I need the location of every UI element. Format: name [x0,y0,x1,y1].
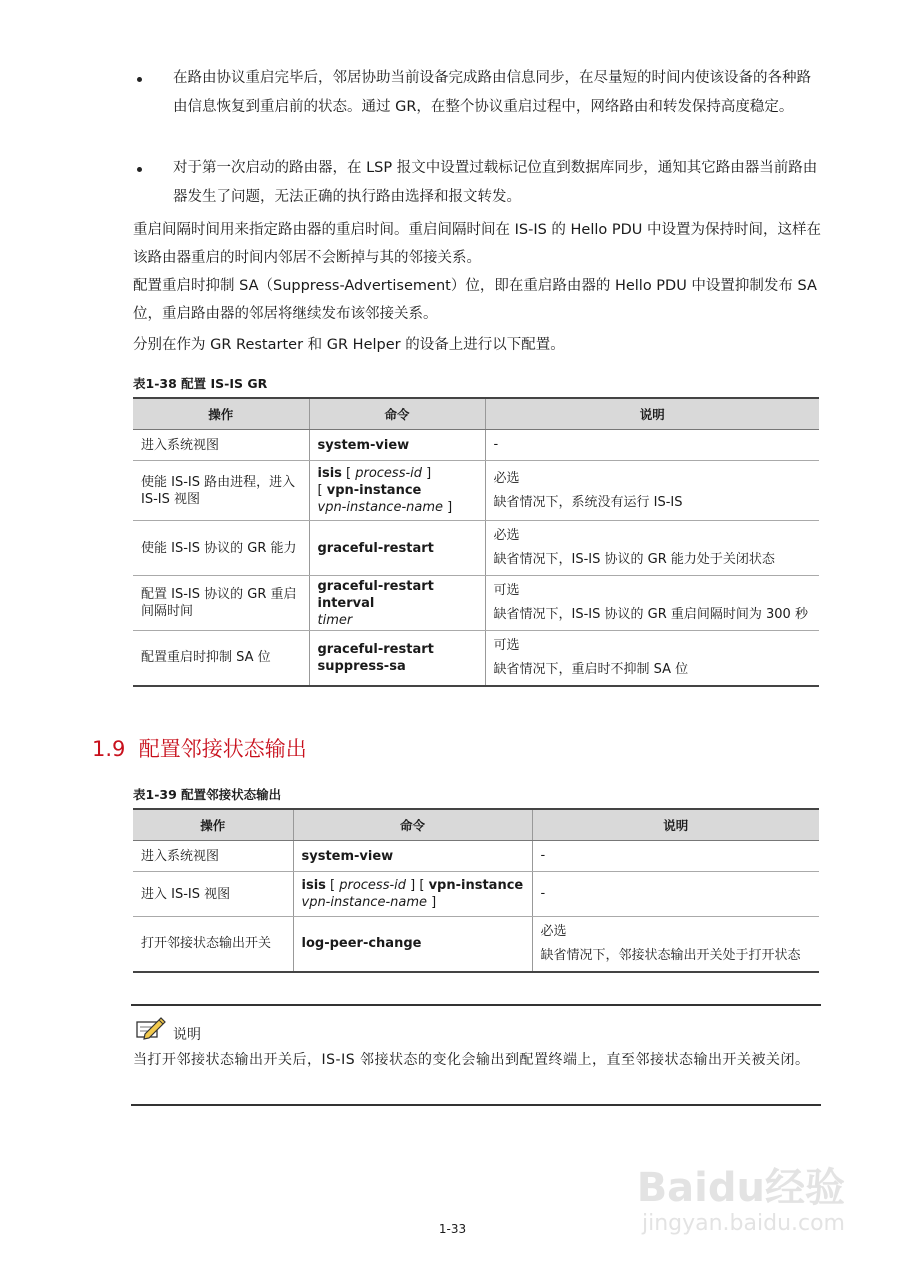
command-token: isis [317,466,342,481]
watermark-url: jingyan.baidu.com [641,1211,845,1236]
description-cell [532,872,819,917]
command-cell [309,631,485,686]
description-cell [485,576,819,631]
table-row [133,872,819,917]
command-token: vpn-instance [326,483,422,498]
command-token: timer [317,612,353,628]
command-cell [309,430,485,461]
description-cell [532,917,819,972]
note-text: 当打开邻接状态输出开关后，IS-IS 邻接状态的变化会输出到配置终端上，直至邻接状态输出开关被关闭。 [133,1052,810,1068]
bullet-text: 对于第一次启动的路由器，在 LSP 报文中设置过载标记位直到数据库同步，通知其它路由器当前路由器发生了问题，无法正确的执行路由选择和报文转发。 [173,160,818,205]
command-token: system-view [317,437,410,453]
table-caption: 表1-39 配置邻接状态输出 [133,787,282,802]
description-line: 缺省情况下，重启时不抑制 SA 位 [493,661,689,677]
section-title: 配置邻接状态输出 [138,737,307,761]
command-token: log-peer-change [301,936,422,952]
command-token: ] [ [406,878,429,893]
table-row [133,917,819,972]
command-token: isis [301,878,326,893]
description-line: 必选 [540,923,567,939]
command-token: graceful-restart [317,540,434,556]
description-line: 必选 [493,470,520,486]
bullet-dot [137,167,142,172]
description-line: - [540,848,546,863]
command-token: [ [325,878,340,893]
command-token: process-id [355,466,423,481]
bullet-dot [137,77,142,82]
description-line: 可选 [493,583,520,598]
command-token: ] [443,500,453,515]
operation-cell: 进入系统视图 [133,841,293,872]
config-table-peer-log [133,808,819,973]
command-cell [309,576,485,631]
column-header: 操作 [133,809,293,841]
command-token: graceful-restart interval [317,578,434,611]
operation-cell: 进入系统视图 [133,430,309,461]
description-cell [485,461,819,521]
column-header: 命令 [293,809,532,841]
table-row [133,841,819,872]
description-line: - [540,886,546,901]
section-number: 1.9 [92,737,126,761]
column-header: 说明 [485,398,819,430]
command-cell [293,841,532,872]
description-line: 缺省情况下，IS-IS 协议的 GR 能力处于关闭状态 [493,552,775,567]
description-line: 缺省情况下，邻接状态输出开关处于打开状态 [540,947,801,963]
description-line: - [493,437,499,452]
paragraph: 配置重启时抑制 SA（Suppress-Advertisement）位，即在重启路由器的 Hello PDU 中设置抑制发布 SA 位，重启路由器的邻居将继续发布该邻接关系。 [133,278,817,322]
description-cell [532,841,819,872]
description-line: 缺省情况下，系统没有运行 IS-IS [493,494,683,510]
operation-cell: 打开邻接状态输出开关 [133,917,293,972]
command-token: suppress-sa [317,658,406,674]
command-cell [309,521,485,576]
command-token: ] [427,895,437,910]
operation-cell: 配置 IS-IS 协议的 GR 重启间隔时间 [133,576,309,631]
command-cell [293,872,532,917]
command-token: [ [341,466,356,481]
operation-cell: 使能 IS-IS 路由进程，进入 IS-IS 视图 [133,461,309,521]
operation-cell: 使能 IS-IS 协议的 GR 能力 [133,521,309,576]
table-row [133,430,819,461]
command-token: vpn-instance-name [301,895,428,910]
paragraph: 重启间隔时间用来指定路由器的重启时间。重启间隔时间在 IS-IS 的 Hello PDU 中设置为保持时间，这样在该路由器重启的时间内邻居不会断掉与其的邻接关系。 [133,222,822,266]
command-token: graceful-restart [317,641,434,657]
command-token: vpn-instance-name [317,500,444,515]
config-table-isis-gr [133,397,819,687]
section-heading [92,733,307,763]
command-token: ] [422,466,432,481]
description-cell [485,430,819,461]
column-header: 说明 [532,809,819,841]
table-row [133,631,819,686]
table-row [133,576,819,631]
note-label: 说明 [173,1027,201,1043]
command-token: system-view [301,848,394,864]
command-cell [309,461,485,521]
description-line: 缺省情况下，IS-IS 协议的 GR 重启间隔时间为 300 秒 [493,607,808,622]
description-line: 可选 [493,637,520,653]
command-cell [293,917,532,972]
column-header: 命令 [309,398,485,430]
command-token: [ [317,483,327,498]
command-token: vpn-instance [428,878,524,893]
description-cell [485,521,819,576]
paragraph: 分别在作为 GR Restarter 和 GR Helper 的设备上进行以下配置。 [133,337,565,353]
description-line: 必选 [493,528,520,543]
operation-cell: 进入 IS-IS 视图 [133,872,293,917]
page-number: 1-33 [438,1222,467,1236]
column-header: 操作 [133,398,309,430]
table-row [133,521,819,576]
command-token: process-id [339,878,407,893]
table-row [133,461,819,521]
operation-cell: 配置重启时抑制 SA 位 [133,631,309,686]
note-box [131,1004,821,1106]
table-caption: 表1-38 配置 IS-IS GR [133,376,268,391]
bullet-text: 在路由协议重启完毕后，邻居协助当前设备完成路由信息同步，在尽量短的时间内使该设备的各种路由信息恢复到重启前的状态。通过 GR，在整个协议重启过程中，网络路由和转发保持高度稳定。 [173,70,811,115]
description-cell [485,631,819,686]
note-pencil-icon [135,1016,167,1040]
watermark-brand: Baidu经验 [636,1165,845,1211]
